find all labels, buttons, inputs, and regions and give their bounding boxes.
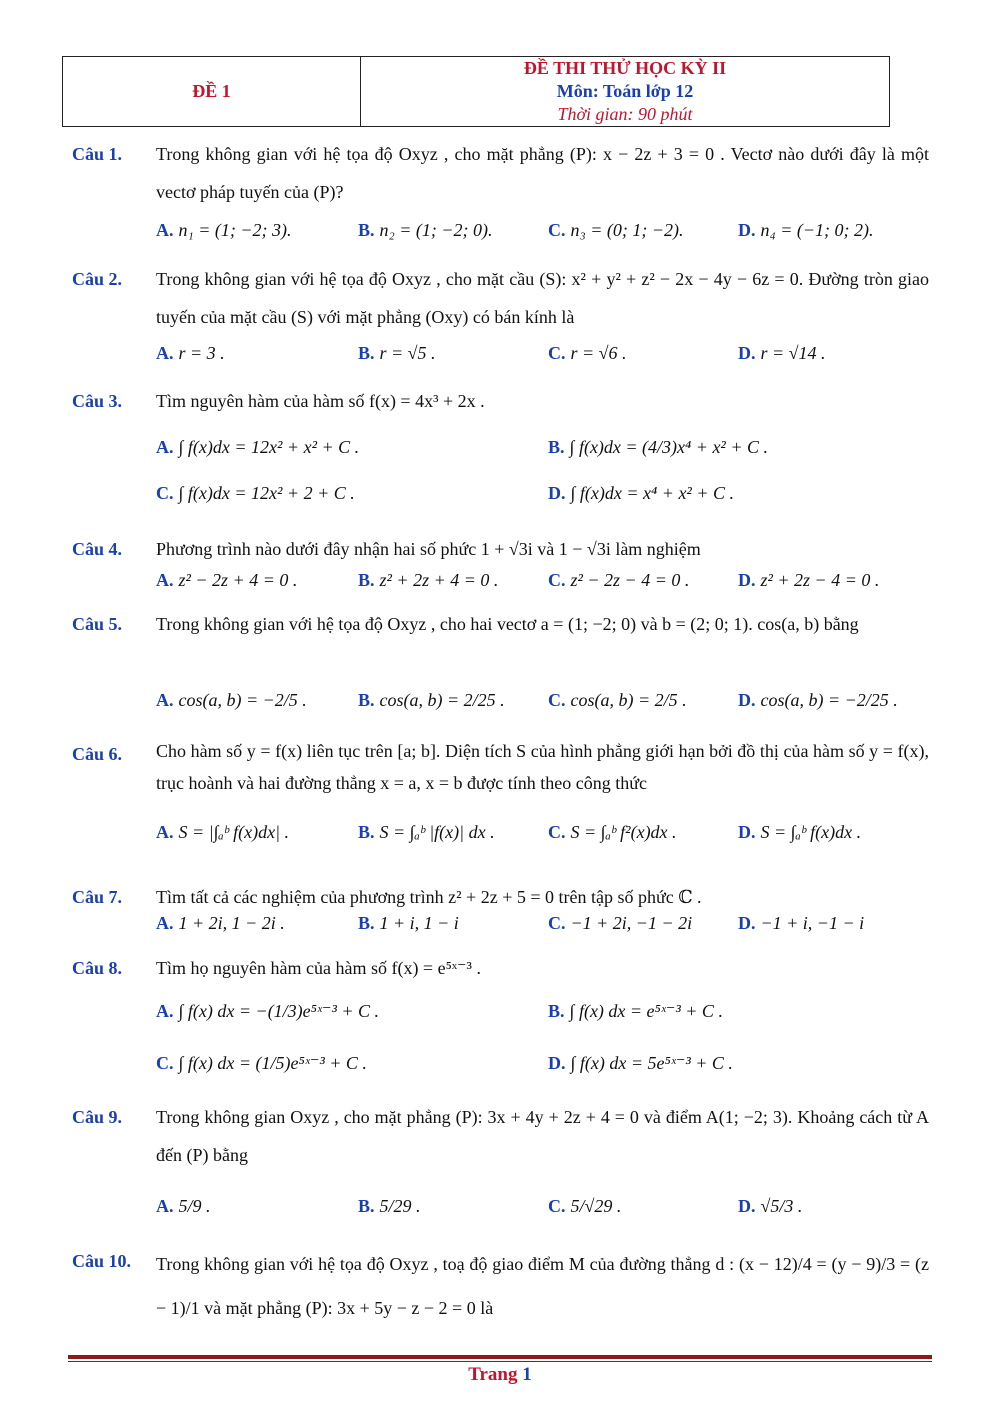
option-label: D. [738, 1196, 756, 1216]
question-number: Câu 7. [72, 887, 123, 907]
question-stem: Trong không gian với hệ tọa độ Oxyz , cho hai vectơ a = (1; −2; 0) và b = (2; 0; 1). cos(a, b) bằng [156, 614, 859, 634]
option-text: ∫ f(x) dx = 5e⁵ˣ⁻³ + C . [570, 1053, 733, 1073]
option-text: cos(a, b) = −2/5 . [178, 690, 307, 710]
option-label: D. [738, 822, 756, 842]
question-number: Câu 10. [72, 1251, 132, 1271]
option-text: 5/29 . [379, 1196, 421, 1216]
option-label: A. [156, 437, 174, 457]
option-d[interactable] [548, 483, 734, 504]
page-footer [0, 1364, 1000, 1386]
option-a[interactable] [156, 1196, 211, 1217]
question-stem: Trong không gian với hệ tọa độ Oxyz , cho mặt cầu (S): x² + y² + z² − 2x − 4y − 6z = 0. Đường tròn giao tuyến của mặt cầu (S) với mặt phẳng (Oxy) có bán kính là [156, 269, 929, 327]
exam-subject: Môn: Toán lớp 12 [556, 81, 694, 101]
question-stem: Tìm họ nguyên hàm của hàm số f(x) = e⁵ˣ⁻³ . [156, 958, 481, 978]
option-text: S = ∫ₐᵇ |f(x)| dx . [379, 822, 495, 842]
option-d[interactable] [548, 1053, 733, 1074]
question-number: Câu 4. [72, 539, 123, 559]
option-c[interactable] [548, 1196, 621, 1217]
option-b[interactable] [358, 822, 495, 843]
option-text: ∫ f(x)dx = x⁴ + x² + C . [570, 483, 734, 503]
question-number: Câu 3. [72, 391, 123, 411]
option-text: 1 + 2i, 1 − 2i . [178, 913, 285, 933]
option-label: D. [548, 1053, 566, 1073]
question-number: Câu 5. [72, 614, 123, 634]
option-a[interactable] [156, 570, 297, 591]
option-a[interactable] [156, 1001, 379, 1022]
option-label: B. [548, 1001, 565, 1021]
option-b[interactable] [548, 1001, 723, 1022]
option-text: S = ∫ₐᵇ f(x)dx . [760, 822, 862, 842]
question-number: Câu 1. [72, 144, 123, 164]
option-label: C. [156, 1053, 174, 1073]
option-c[interactable] [156, 1053, 367, 1074]
option-text: ∫ f(x) dx = e⁵ˣ⁻³ + C . [569, 1001, 723, 1021]
option-text: n₂ = (1; −2; 0). [379, 220, 493, 240]
option-label: A. [156, 913, 174, 933]
option-d[interactable] [738, 220, 874, 241]
question-stem: Trong không gian với hệ tọa độ Oxyz , toạ độ giao điểm M của đường thẳng d : (x − 12)/4 = (y − 9)/3 = (z − 1)/1 và mặt phẳng (P): 3x + 5y − z − 2 = 0 là [156, 1254, 929, 1318]
option-label: C. [548, 690, 566, 710]
option-text: −1 + i, −1 − i [760, 913, 865, 933]
option-label: C. [548, 343, 566, 363]
option-text: r = 3 . [178, 343, 225, 363]
option-a[interactable] [156, 437, 359, 458]
option-label: B. [358, 220, 375, 240]
option-d[interactable] [738, 822, 861, 843]
option-text: z² + 2z − 4 = 0 . [760, 570, 880, 590]
option-text: cos(a, b) = 2/5 . [570, 690, 687, 710]
exam-code: ĐỀ 1 [63, 57, 361, 126]
option-text: n₁ = (1; −2; 3). [178, 220, 292, 240]
option-text: n₄ = (−1; 0; 2). [760, 220, 874, 240]
option-label: D. [548, 483, 566, 503]
option-text: cos(a, b) = 2/25 . [379, 690, 505, 710]
option-label: D. [738, 570, 756, 590]
question-number: Câu 2. [72, 269, 123, 289]
option-label: D. [738, 220, 756, 240]
option-a[interactable] [156, 913, 285, 934]
option-c[interactable] [548, 570, 689, 591]
question-stem: Trong không gian Oxyz , cho mặt phẳng (P): 3x + 4y + 2z + 4 = 0 và điểm A(1; −2; 3). Khoảng cách từ A đến (P) bằng [156, 1107, 929, 1165]
option-b[interactable] [358, 690, 505, 711]
option-label: A. [156, 1196, 174, 1216]
question-stem: Tìm nguyên hàm của hàm số f(x) = 4x³ + 2x . [156, 391, 485, 411]
footer-page-word: Trang [468, 1364, 518, 1385]
option-label: B. [358, 1196, 375, 1216]
option-a[interactable] [156, 343, 225, 364]
option-label: A. [156, 690, 174, 710]
option-label: A. [156, 220, 174, 240]
option-b[interactable] [358, 220, 493, 241]
option-text: n₃ = (0; 1; −2). [570, 220, 684, 240]
option-label: C. [548, 220, 566, 240]
footer-divider [68, 1355, 932, 1359]
option-c[interactable] [548, 913, 692, 934]
option-text: ∫ f(x)dx = 12x² + x² + C . [178, 437, 360, 457]
option-b[interactable] [358, 570, 498, 591]
option-text: S = |∫ₐᵇ f(x)dx| . [178, 822, 290, 842]
option-text: S = ∫ₐᵇ f²(x)dx . [570, 822, 677, 842]
exam-info [361, 57, 889, 126]
exam-time: Thời gian: 90 phút [557, 104, 693, 124]
option-label: C. [548, 1196, 566, 1216]
option-label: D. [738, 913, 756, 933]
option-a[interactable] [156, 822, 289, 843]
option-label: B. [548, 437, 565, 457]
option-label: B. [358, 690, 375, 710]
option-label: D. [738, 690, 756, 710]
option-d[interactable] [738, 343, 826, 364]
option-label: A. [156, 570, 174, 590]
option-text: √5/3 . [760, 1196, 803, 1216]
option-c[interactable] [548, 822, 677, 843]
exam-header [62, 56, 890, 127]
option-text: z² − 2z − 4 = 0 . [570, 570, 690, 590]
option-label: A. [156, 1001, 174, 1021]
exam-title: ĐỀ THI THỬ HỌC KỲ II [523, 58, 727, 78]
option-label: D. [738, 343, 756, 363]
option-label: B. [358, 343, 375, 363]
question-stem: Phương trình nào dưới đây nhận hai số phức 1 + √3i và 1 − √3i làm nghiệm [156, 539, 701, 559]
option-b[interactable] [358, 1196, 421, 1217]
option-label: A. [156, 343, 174, 363]
option-a[interactable] [156, 220, 292, 241]
option-c[interactable] [156, 483, 355, 504]
option-text: ∫ f(x)dx = (4/3)x⁴ + x² + C . [569, 437, 768, 457]
question-stem: Tìm tất cả các nghiệm của phương trình z² + 2z + 5 = 0 trên tập số phức ℂ . [156, 887, 702, 907]
option-text: 5/√29 . [570, 1196, 622, 1216]
footer-divider-thin [68, 1361, 932, 1362]
option-text: z² + 2z + 4 = 0 . [379, 570, 499, 590]
option-text: 1 + i, 1 − i [379, 913, 459, 933]
option-text: 5/9 . [178, 1196, 211, 1216]
option-text: ∫ f(x)dx = 12x² + 2 + C . [178, 483, 355, 503]
option-c[interactable] [548, 220, 684, 241]
option-label: C. [548, 913, 566, 933]
option-b[interactable] [358, 913, 459, 934]
option-b[interactable] [548, 437, 768, 458]
question-stem: Trong không gian với hệ tọa độ Oxyz , cho mặt phẳng (P): x − 2z + 3 = 0 . Vectơ nào dưới đây là một vectơ pháp tuyến của (P)? [156, 144, 929, 202]
option-text: z² − 2z + 4 = 0 . [178, 570, 298, 590]
footer-page-number: 1 [522, 1364, 532, 1385]
option-label: C. [156, 483, 174, 503]
option-d[interactable] [738, 690, 898, 711]
option-label: B. [358, 822, 375, 842]
option-d[interactable] [738, 913, 864, 934]
option-c[interactable] [548, 343, 627, 364]
question-number: Câu 9. [72, 1107, 123, 1127]
option-d[interactable] [738, 570, 879, 591]
option-text: r = √6 . [570, 343, 627, 363]
option-text: cos(a, b) = −2/25 . [760, 690, 898, 710]
option-text: r = √14 . [760, 343, 826, 363]
option-text: ∫ f(x) dx = (1/5)e⁵ˣ⁻³ + C . [178, 1053, 367, 1073]
option-a[interactable] [156, 690, 307, 711]
option-d[interactable] [738, 1196, 802, 1217]
option-text: ∫ f(x) dx = −(1/3)e⁵ˣ⁻³ + C . [178, 1001, 380, 1021]
question-number: Câu 6. [72, 744, 123, 764]
option-b[interactable] [358, 343, 436, 364]
question-number: Câu 8. [72, 958, 123, 978]
option-label: A. [156, 822, 174, 842]
option-c[interactable] [548, 690, 687, 711]
question-stem: Cho hàm số y = f(x) liên tục trên [a; b]. Diện tích S của hình phẳng giới hạn bởi đồ thị của hàm số y = f(x), trục hoành và hai đường thẳng x = a, x = b được tính theo công thức [156, 741, 929, 793]
option-label: B. [358, 570, 375, 590]
option-label: C. [548, 570, 566, 590]
option-label: B. [358, 913, 375, 933]
option-label: C. [548, 822, 566, 842]
option-text: r = √5 . [379, 343, 436, 363]
option-text: −1 + 2i, −1 − 2i [570, 913, 693, 933]
